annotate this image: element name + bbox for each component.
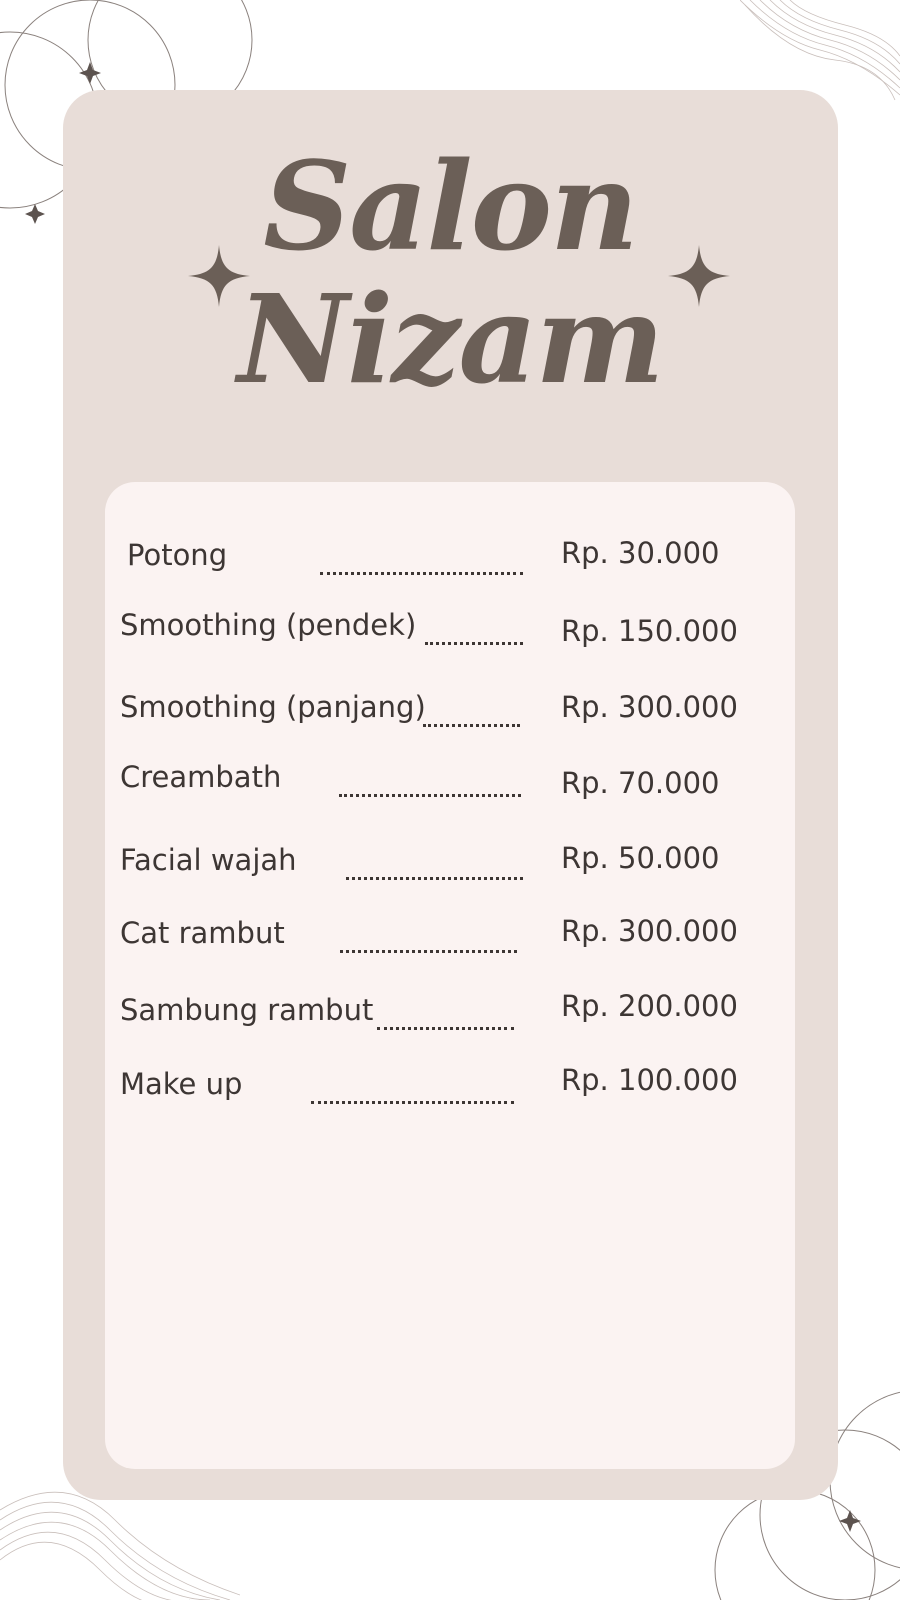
list-item <box>120 760 740 800</box>
service-price: Rp. 300.000 <box>561 914 738 948</box>
service-price: Rp. 30.000 <box>561 536 720 570</box>
service-price: Rp. 100.000 <box>561 1063 738 1097</box>
service-name: Facial wajah <box>120 843 297 877</box>
list-item <box>120 989 740 1033</box>
list-item <box>120 1063 740 1107</box>
list-item <box>120 608 740 648</box>
dot-leader <box>346 849 523 880</box>
dot-leader <box>425 614 523 645</box>
service-price: Rp. 50.000 <box>561 841 720 875</box>
list-item <box>120 690 740 730</box>
wave-ornament-bottom-left <box>0 1490 240 1600</box>
service-price: Rp. 300.000 <box>561 690 738 724</box>
service-price: Rp. 200.000 <box>561 989 738 1023</box>
dot-leader <box>339 766 521 797</box>
service-name: Smoothing (panjang) <box>120 690 426 724</box>
dot-leader <box>377 999 514 1030</box>
dot-leader <box>340 922 517 953</box>
service-name: Creambath <box>120 760 282 794</box>
salon-name-line2: Nizam <box>237 267 663 411</box>
service-price: Rp. 150.000 <box>561 614 738 648</box>
list-item <box>120 916 740 956</box>
service-name: Sambung rambut <box>120 993 374 1027</box>
list-item <box>120 538 740 578</box>
service-name: Cat rambut <box>120 916 285 950</box>
dot-leader <box>423 696 520 727</box>
dot-leader <box>320 544 523 575</box>
dot-leader <box>311 1073 514 1104</box>
salon-name-line1: Salon <box>263 134 637 278</box>
list-item <box>120 843 740 883</box>
service-name: Smoothing (pendek) <box>120 608 417 642</box>
service-price: Rp. 70.000 <box>561 766 720 800</box>
service-name: Potong <box>127 538 228 572</box>
service-name: Make up <box>120 1067 243 1101</box>
